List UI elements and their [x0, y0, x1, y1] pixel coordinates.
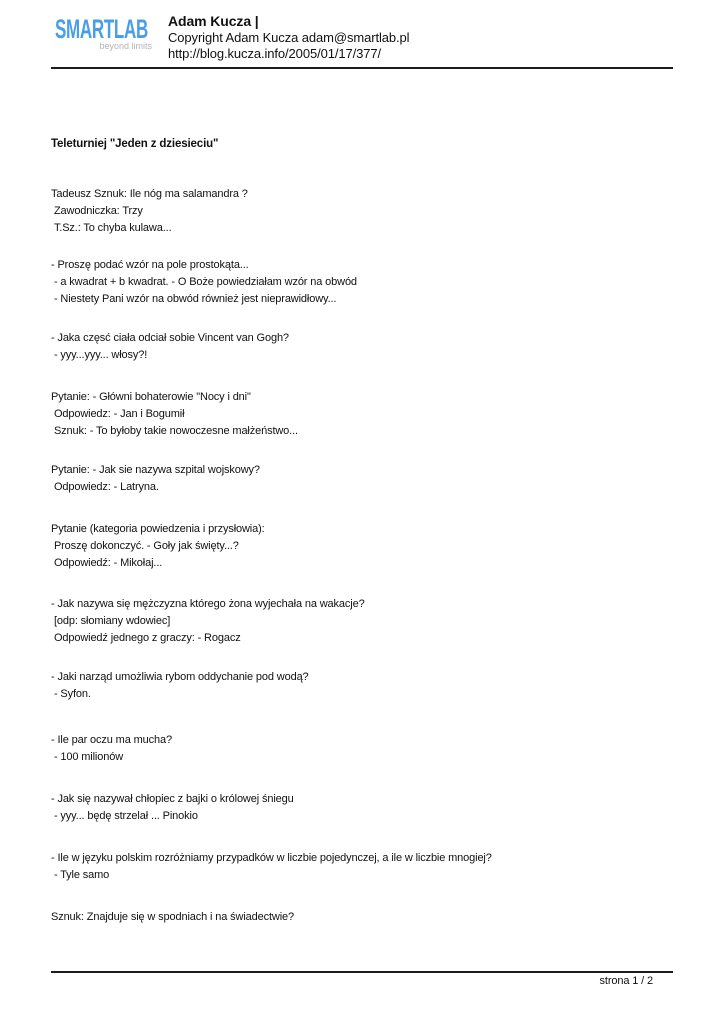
paragraph — [51, 389, 691, 440]
paragraph — [51, 330, 691, 364]
text-line: Odpowiedz: - Jan i Bogumił — [51, 408, 185, 420]
paragraph — [51, 186, 691, 237]
text-line: - Ile w języku polskim rozróżniamy przypadków w liczbie pojedynczej, a ile w liczbie mnogiej? — [51, 852, 492, 864]
text-line: - a kwadrat + b kwadrat. - O Boże powiedziałam wzór na obwód — [51, 276, 357, 288]
text-line: - 100 milionów — [51, 751, 124, 763]
text-line: Odpowiedz: - Latryna. — [51, 481, 159, 493]
text-line: Sznuk: Znajduje się w spodniach i na świadectwie? — [51, 911, 295, 923]
text-line: Pytanie: - Jak sie nazywa szpital wojskowy? — [51, 464, 260, 476]
text-line: Pytanie: - Główni bohaterowie "Nocy i dni" — [51, 391, 251, 403]
page-title: Teleturniej "Jeden z dziesieciu" — [51, 138, 219, 150]
paragraph — [51, 462, 691, 496]
text-line: [odp: słomiany wdowiec] — [51, 615, 171, 627]
paragraph — [51, 669, 691, 703]
text-line: - Jak się nazywał chłopiec z bajki o królowej śniegu — [51, 793, 294, 805]
author-name: Adam Kucza | — [168, 13, 259, 29]
text-line: - Jaki narząd umożliwia rybom oddychanie pod wodą? — [51, 671, 309, 683]
smartlab-logo-tagline: beyond limits — [99, 41, 152, 51]
header-divider — [51, 67, 673, 69]
text-line: Pytanie (kategoria powiedzenia i przysłowia): — [51, 523, 265, 535]
text-line: T.Sz.: To chyba kulawa... — [51, 222, 172, 234]
text-line: - Tyle samo — [51, 869, 110, 881]
page-number: strona 1 / 2 — [599, 975, 653, 987]
paragraph — [51, 850, 691, 884]
text-line: Sznuk: - To byłoby takie nowoczesne małżeństwo... — [51, 425, 298, 437]
copyright-line: Copyright Adam Kucza adam@smartlab.pl — [168, 30, 410, 45]
source-url: http://blog.kucza.info/2005/01/17/377/ — [168, 46, 382, 61]
paragraph — [51, 257, 691, 308]
text-line: - Ile par oczu ma mucha? — [51, 734, 172, 746]
smartlab-logo-text: SMARTLAB — [55, 14, 148, 44]
paragraph — [51, 521, 691, 572]
text-line: - Niestety Pani wzór na obwód również jest nieprawidłowy... — [51, 293, 337, 305]
text-line: - Jaka częsć ciała odciał sobie Vincent van Gogh? — [51, 332, 289, 344]
text-line: - yyy...yyy... włosy?! — [51, 349, 148, 361]
text-line: Zawodniczka: Trzy — [51, 205, 143, 217]
text-line: Proszę dokonczyć. - Goły jak święty...? — [51, 540, 239, 552]
text-line: - yyy... będę strzelał ... Pinokio — [51, 810, 198, 822]
paragraph — [51, 732, 691, 766]
paragraph — [51, 909, 691, 926]
paragraph — [51, 596, 691, 647]
text-line: - Syfon. — [51, 688, 91, 700]
text-line: - Proszę podać wzór na pole prostokąta... — [51, 259, 249, 271]
text-line: Tadeusz Sznuk: Ile nóg ma salamandra ? — [51, 188, 248, 200]
text-line: Odpowiedź: - Mikołaj... — [51, 557, 163, 569]
header-info — [168, 13, 409, 62]
paragraph — [51, 791, 691, 825]
smartlab-logo — [55, 16, 152, 51]
footer-divider — [51, 971, 673, 973]
text-line: Odpowiedź jednego z graczy: - Rogacz — [51, 632, 241, 644]
text-line: - Jak nazywa się mężczyzna którego żona wyjechała na wakacje? — [51, 598, 365, 610]
